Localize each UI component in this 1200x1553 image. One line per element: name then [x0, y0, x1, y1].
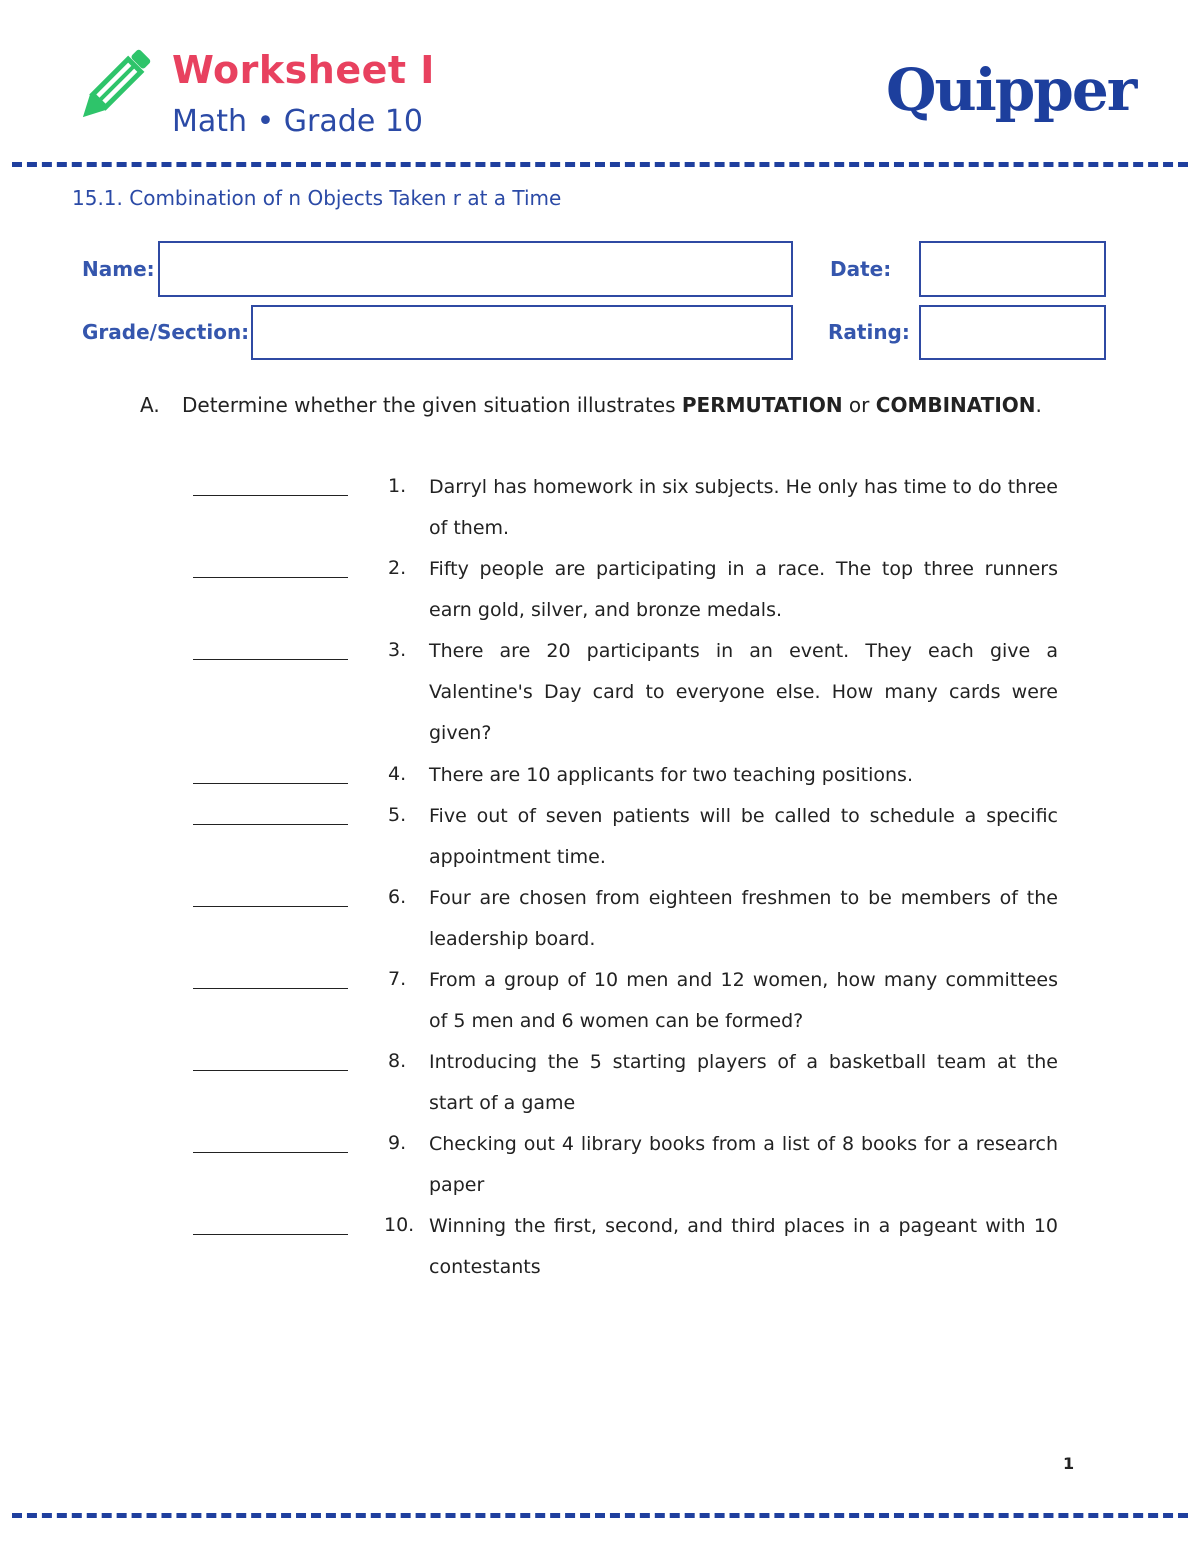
item-number: 7. [388, 968, 407, 990]
list-item [0, 1042, 1200, 1124]
grade-section-field[interactable] [251, 305, 793, 360]
list-item [0, 467, 1200, 549]
answer-blank[interactable] [193, 824, 348, 825]
answer-blank[interactable] [193, 1234, 348, 1235]
instruction-letter: A. [140, 393, 160, 417]
item-number: 4. [388, 763, 407, 785]
instruction-text: Determine whether the given situation illustrates [182, 393, 682, 417]
instruction-period: . [1035, 393, 1042, 417]
answer-blank[interactable] [193, 783, 348, 784]
answer-blank[interactable] [193, 988, 348, 989]
item-text: Fifty people are participating in a race. The top three runners earn gold, silver, and bronze medals. [429, 558, 1058, 621]
instruction-permutation: PERMUTATION [681, 393, 843, 417]
item-number: 3. [388, 639, 407, 661]
name-field[interactable] [158, 241, 793, 297]
item-number: 1. [388, 475, 407, 497]
name-label: Name: [82, 257, 155, 281]
list-item [0, 1124, 1200, 1206]
item-text: There are 20 participants in an event. They each give a Valentine's Day card to everyone else. How many cards were given? [429, 640, 1058, 744]
item-number: 9. [388, 1132, 407, 1154]
item-text: Winning the first, second, and third places in a pageant with 10 contestants [429, 1215, 1058, 1278]
list-item [0, 631, 1200, 755]
instruction [140, 393, 1042, 417]
item-text: From a group of 10 men and 12 women, how many committees of 5 men and 6 women can be formed? [429, 969, 1058, 1032]
instruction-combination: COMBINATION [875, 393, 1036, 417]
item-number: 10. [384, 1214, 415, 1236]
brand-logo: Quipper [886, 56, 1136, 124]
item-text: Introducing the 5 starting players of a basketball team at the start of a game [429, 1051, 1058, 1114]
date-label: Date: [830, 257, 892, 281]
worksheet-title: Worksheet I [172, 48, 435, 92]
item-number: 2. [388, 557, 407, 579]
answer-blank[interactable] [193, 1070, 348, 1071]
grade-section-label: Grade/Section: [82, 320, 250, 344]
topic-heading: 15.1. Combination of n Objects Taken r at a Time [72, 186, 562, 210]
item-text: Five out of seven patients will be called to schedule a specific appointment time. [429, 805, 1058, 868]
item-number: 5. [388, 804, 407, 826]
page-number: 1 [1063, 1454, 1075, 1473]
rating-label: Rating: [828, 320, 910, 344]
item-number: 6. [388, 886, 407, 908]
rating-field[interactable] [919, 305, 1106, 360]
answer-blank[interactable] [193, 577, 348, 578]
item-text: Four are chosen from eighteen freshmen to be members of the leadership board. [429, 887, 1058, 950]
item-number: 8. [388, 1050, 407, 1072]
item-text: Darryl has homework in six subjects. He only has time to do three of them. [429, 476, 1058, 539]
list-item [0, 960, 1200, 1042]
list-item [0, 796, 1200, 878]
question-list [0, 467, 1200, 1288]
date-field[interactable] [919, 241, 1106, 297]
top-divider [12, 162, 1188, 167]
pencil-icon [70, 40, 154, 130]
list-item [0, 878, 1200, 960]
worksheet-subtitle: Math • Grade 10 [172, 104, 423, 139]
answer-blank[interactable] [193, 906, 348, 907]
instruction-or: or [842, 393, 876, 417]
answer-blank[interactable] [193, 659, 348, 660]
list-item [0, 1206, 1200, 1288]
answer-blank[interactable] [193, 1152, 348, 1153]
item-text: Checking out 4 library books from a list of 8 books for a research paper [429, 1133, 1058, 1196]
answer-blank[interactable] [193, 495, 348, 496]
list-item [0, 549, 1200, 631]
item-text: There are 10 applicants for two teaching positions. [429, 764, 913, 786]
list-item [0, 755, 1200, 796]
bottom-divider [12, 1513, 1188, 1518]
